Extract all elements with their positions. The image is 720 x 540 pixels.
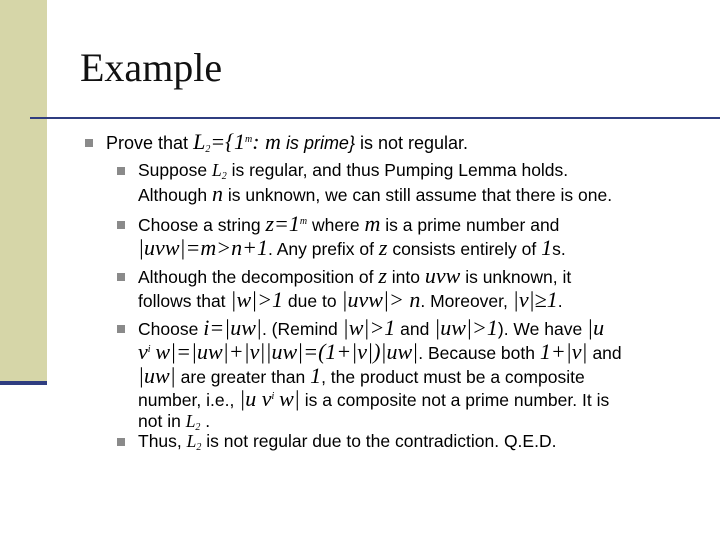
math-u: |u xyxy=(587,315,605,340)
text: is regular, and thus Pumping Lemma holds. xyxy=(231,160,569,180)
text: due to xyxy=(287,291,337,311)
math-one: 1 xyxy=(541,235,553,260)
text: is a prime number and xyxy=(385,215,560,235)
math-m: m xyxy=(364,211,381,236)
bullet-suppose xyxy=(138,159,568,181)
math-onev: 1+|v| xyxy=(539,339,588,364)
text: not in xyxy=(138,411,181,431)
math-w: w| xyxy=(279,386,300,411)
text: and xyxy=(592,343,622,363)
text: Choose xyxy=(138,319,199,339)
math-L: L xyxy=(186,431,197,451)
bullet-suppose-line2 xyxy=(138,183,612,206)
text: Thus, xyxy=(138,431,182,451)
math-v: |v|≥1 xyxy=(512,287,558,312)
math-z: z xyxy=(378,235,388,260)
text: . xyxy=(205,411,211,431)
math-z: z=1 xyxy=(265,211,300,236)
math-sup: i xyxy=(147,344,151,355)
text: . xyxy=(557,291,563,311)
text: s. xyxy=(552,239,566,259)
bullet-square-icon xyxy=(117,273,125,281)
text: consists entirely of xyxy=(392,239,537,259)
bullet-choose-i-line3 xyxy=(138,365,585,388)
text: Choose a string xyxy=(138,215,261,235)
text: is not regular. xyxy=(359,133,469,153)
text: follows that xyxy=(138,291,226,311)
text: where xyxy=(311,215,360,235)
math-z: z xyxy=(378,263,387,288)
text: . (Remind xyxy=(261,319,338,339)
bullet-decomposition-line2 xyxy=(138,289,563,312)
math-sub: 2 xyxy=(196,442,202,453)
text: is a composite not a prime number. It is xyxy=(304,390,610,410)
math-expr: w|=|uw|+|v||uw|=(1+|v|)|uw| xyxy=(155,339,419,364)
math-L: L xyxy=(193,129,206,154)
math-sup: m xyxy=(299,216,308,227)
bullet-choose-i-line2 xyxy=(138,341,622,364)
bullet-choose-i xyxy=(138,317,604,340)
text: are greater than xyxy=(180,367,306,387)
bullet-choose-i-line4 xyxy=(138,388,609,411)
math-i: i=|uw| xyxy=(203,315,262,340)
math-n: n xyxy=(211,181,223,206)
math-sup: i xyxy=(271,391,275,402)
text: . Moreover, xyxy=(420,291,508,311)
math-L: L xyxy=(211,160,222,180)
bullet-square-icon xyxy=(117,438,125,446)
text: is unknown, it xyxy=(465,267,572,287)
text: . Any prefix of xyxy=(267,239,374,259)
text: Suppose xyxy=(138,160,208,180)
math-colon: : m xyxy=(252,129,281,154)
math-sub: 2 xyxy=(205,144,211,155)
math-sub: 2 xyxy=(195,422,201,433)
text: . Because both xyxy=(418,343,535,363)
math-eq: ={1 xyxy=(210,129,245,154)
math-uvwn: |uvw|> n xyxy=(341,287,421,312)
math-prime: is prime} xyxy=(285,133,355,153)
text: , the product must be a composite xyxy=(321,367,585,387)
bullet-square-icon xyxy=(117,325,125,333)
bullet-square-icon xyxy=(85,139,93,147)
text: Prove that xyxy=(106,133,189,153)
math-sup: m xyxy=(244,134,253,145)
math-one: 1 xyxy=(310,363,322,388)
bullet-square-icon xyxy=(117,167,125,175)
math-sub: 2 xyxy=(221,171,227,182)
text: is not regular due to the contradiction. Q.E.D. xyxy=(206,431,557,451)
text: Although xyxy=(138,185,208,205)
bullet-decomposition xyxy=(138,265,571,288)
text: is unknown, we can still assume that there is one. xyxy=(227,185,613,205)
text: Although the decomposition of xyxy=(138,267,374,287)
main-statement xyxy=(106,131,468,154)
math-expr: |uvw|=m>n+1 xyxy=(138,235,268,260)
text: number, i.e., xyxy=(138,390,235,410)
bullet-choose-string xyxy=(138,213,559,236)
bullet-choose-string-line2 xyxy=(138,237,566,260)
bullet-choose-i-line5 xyxy=(138,410,210,432)
math-uvw: uvw xyxy=(424,263,461,288)
text: ). We have xyxy=(497,319,583,339)
math-uw: |uw|>1 xyxy=(434,315,498,340)
math-w: |w|>1 xyxy=(342,315,396,340)
bullet-conclusion xyxy=(138,430,556,452)
math-v: v xyxy=(138,339,148,364)
math-w: |w|>1 xyxy=(230,287,284,312)
math-uv: |u v xyxy=(239,386,272,411)
text: into xyxy=(391,267,420,287)
math-uw: |uw| xyxy=(138,363,176,388)
text: and xyxy=(400,319,430,339)
bullet-square-icon xyxy=(117,221,125,229)
math-L: L xyxy=(185,411,196,431)
slide-title: Example xyxy=(80,45,223,90)
